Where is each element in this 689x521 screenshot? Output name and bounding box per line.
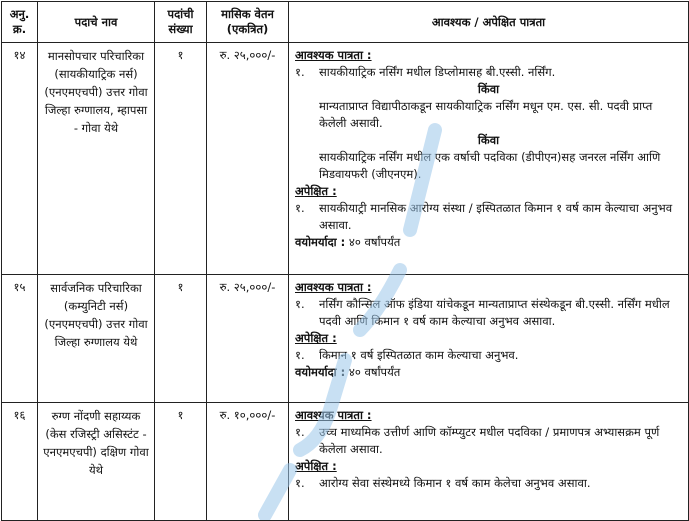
post-name-cell: मानसोपचार परिचारिका (सायकीयाट्रिक नर्स) (एनएमएचपी) उत्तर गोवा जिल्हा रुग्णालय, म्हापसा - गोवा येथे xyxy=(38,43,155,275)
qualification-cell xyxy=(289,43,689,275)
item-number: १. xyxy=(295,425,305,439)
desired-label: अपेक्षित : xyxy=(295,184,337,198)
post-count-cell: १ xyxy=(155,403,207,521)
desired-item xyxy=(295,347,682,364)
item-text: सायकीयाट्रिक नर्सिंग मधील डिप्लोमासह बी.एस्सी. नर्सिंग. xyxy=(319,65,556,79)
table-row xyxy=(2,275,689,403)
salary-cell: रु. १०,०००/- xyxy=(207,403,289,521)
required-label: आवश्यक पात्रता : xyxy=(295,408,372,422)
sr-cell: १४ xyxy=(2,43,38,275)
desired-label: अपेक्षित : xyxy=(295,331,337,345)
required-item xyxy=(295,296,682,330)
age-limit-label: वयोमर्यादा : xyxy=(295,365,346,379)
post-count-cell: १ xyxy=(155,43,207,275)
qualification-cell xyxy=(289,403,689,521)
item-text: आरोग्य सेवा संस्थेमध्ये किमान १ वर्ष काम केलेचा अनुभव असावा. xyxy=(319,476,591,490)
desired-item xyxy=(295,475,682,492)
item-text: नर्सिंग कौन्सिल ऑफ इंडिया यांचेकडून मान्यताप्राप्त संस्थेकडून बी.एस्सी. नर्सिंग मधील पदवी आणि किमान १ वर्ष काम केल्याचा अनुभव असावा. xyxy=(319,297,670,328)
age-limit-label: वयोमर्यादा : xyxy=(295,235,346,249)
header-sr: अनु. क्र. xyxy=(2,2,38,43)
item-number: १. xyxy=(295,297,305,311)
salary-cell: रु. २५,०००/- xyxy=(207,275,289,403)
item-number: १. xyxy=(295,65,305,79)
item-text: किमान १ वर्ष इस्पितळात काम केल्याचा अनुभव. xyxy=(319,348,519,362)
desired-label: अपेक्षित : xyxy=(295,459,337,473)
item-number: १. xyxy=(295,476,305,490)
salary-cell: रु. २५,०००/- xyxy=(207,43,289,275)
header-row xyxy=(2,2,689,43)
or-divider: किंवा xyxy=(477,133,500,147)
header-post: पदाचे नाव xyxy=(38,2,155,43)
qualification-cell xyxy=(289,275,689,403)
table-row xyxy=(2,403,689,521)
recruitment-table xyxy=(1,1,689,521)
item-text: उच्च माध्यमिक उत्तीर्ण आणि कॉम्प्युटर मधील पदविका / प्रमाणपत्र अभ्यासक्रम पूर्ण केलेला असावा. xyxy=(319,425,660,456)
post-count-cell: १ xyxy=(155,275,207,403)
post-name-cell: रुग्ण नोंदणी सहाय्यक (केस रजिस्ट्री असिस्टंट - एनएमएचपी) दक्षिण गोवा येथे xyxy=(38,403,155,521)
required-alt-text: सायकीयाट्रिक नर्सिंग मधील एक वर्षाची पदविका (डीपीएन)सह जनरल नर्सिंग आणि मिडवायफरी (जीएनएम). xyxy=(319,150,661,181)
required-item xyxy=(295,424,682,458)
age-limit-value: ४० वर्षांपर्यंत xyxy=(348,235,401,249)
item-number: १. xyxy=(295,348,305,362)
post-name-cell: सार्वजनिक परिचारिका (कम्युनिटी नर्स) (एनएमएचपी) उत्तर गोवा जिल्हा रुग्णालय येथे xyxy=(38,275,155,403)
required-label: आवश्यक पात्रता : xyxy=(295,48,372,62)
desired-item xyxy=(295,200,682,234)
age-limit xyxy=(295,234,682,251)
header-count: पदांची संख्या xyxy=(155,2,207,43)
required-alt-text: मान्यताप्राप्त विद्यापीठाकडून सायकीयाट्रिक नर्सिंग मधून एम. एस. सी. पदवी प्राप्त केलेली असावी. xyxy=(319,99,653,130)
required-label: आवश्यक पात्रता : xyxy=(295,280,372,294)
sr-cell: १५ xyxy=(2,275,38,403)
age-limit-value: ४० वर्षांपर्यंत xyxy=(348,365,401,379)
or-divider: किंवा xyxy=(477,82,500,96)
sr-cell: १६ xyxy=(2,403,38,521)
age-limit xyxy=(295,364,682,381)
header-qualification: आवश्यक / अपेक्षित पात्रता xyxy=(289,2,689,43)
item-text: सायकीयाट्री मानसिक आरोग्य संस्था / इस्पितळात किमान १ वर्ष काम केल्याचा अनुभव असावा. xyxy=(319,201,673,232)
item-number: १. xyxy=(295,201,305,215)
required-item xyxy=(295,64,682,81)
header-salary: मासिक वेतन (एकत्रित) xyxy=(207,2,289,43)
table-row xyxy=(2,43,689,275)
